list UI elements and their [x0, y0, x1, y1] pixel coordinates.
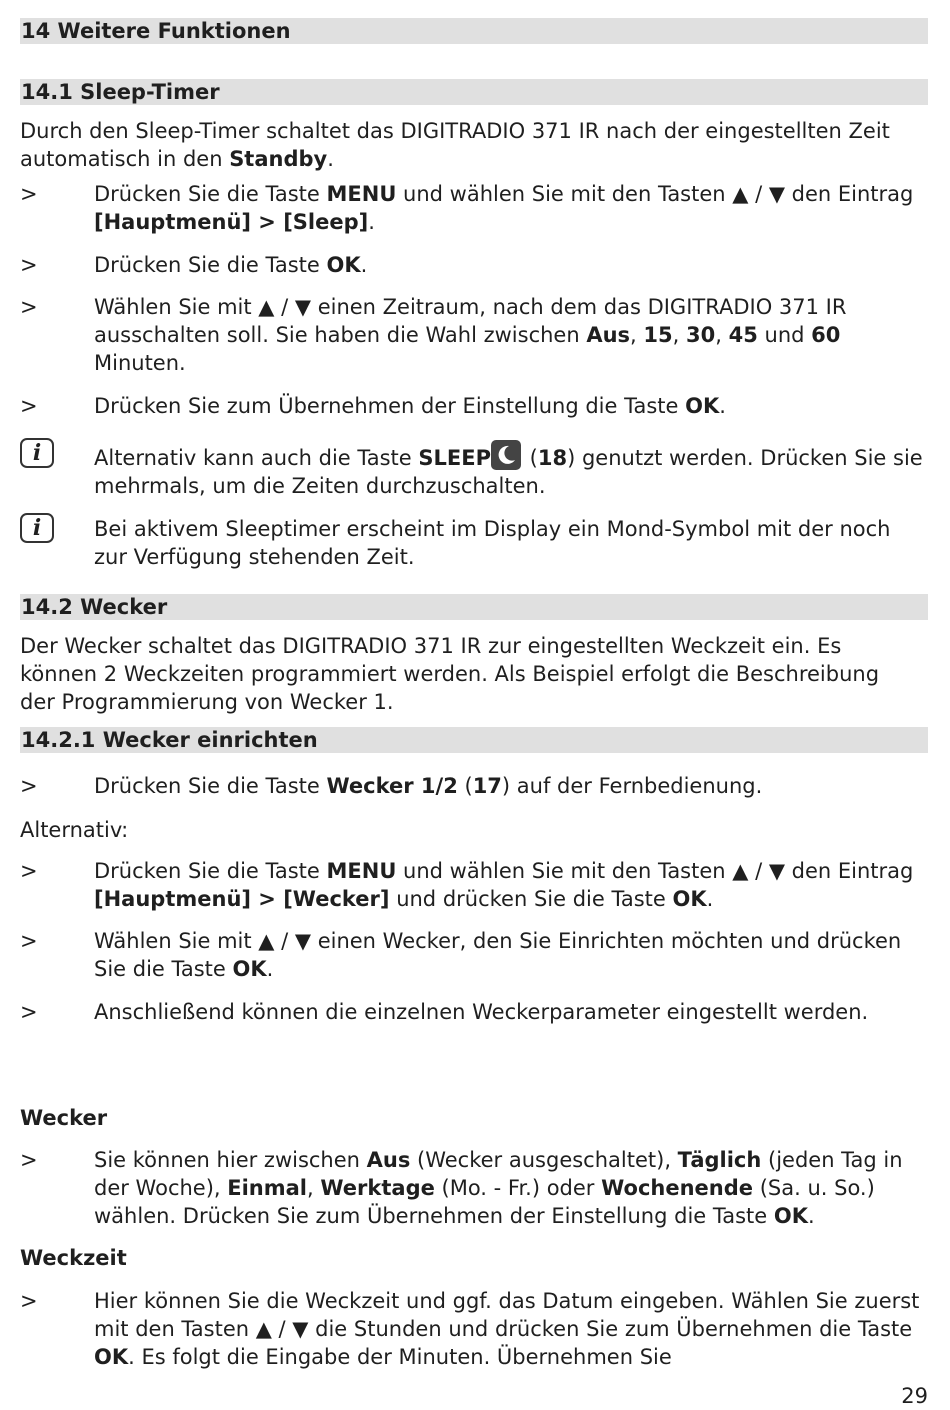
section-heading-wecker: 14.2 Wecker [20, 594, 928, 620]
subsection-heading-wecker-einrichten: 14.2.1 Wecker einrichten [20, 727, 928, 753]
alternative-label: Alternativ: [20, 818, 129, 842]
bullet-marker: > [20, 929, 38, 953]
section-heading-sleep-timer: 14.1 Sleep-Timer [20, 79, 928, 105]
wecker-subheading: Wecker [20, 1106, 108, 1130]
wecker-intro: Der Wecker schaltet das DIGITRADIO 371 IR zur eingestellten Weckzeit ein. Es können 2 Weckzeiten programmiert werden. Als Beispiel erfolgt die Beschreibung der Programmierung von Wecker 1. [20, 634, 880, 714]
weckzeit-subheading: Weckzeit [20, 1246, 127, 1270]
moon-key-icon [491, 440, 521, 470]
bullet-marker: > [20, 295, 38, 319]
info-icon: i [20, 438, 54, 468]
bullet-marker: > [20, 1000, 38, 1024]
bullet-marker: > [20, 394, 38, 418]
sleep-intro: Durch den Sleep-Timer schaltet das DIGITRADIO 371 IR nach der eingestellten Zeit automatisch in den Standby. [20, 119, 890, 171]
bullet-marker: > [20, 774, 38, 798]
bullet-marker: > [20, 859, 38, 883]
bullet-marker: > [20, 253, 38, 277]
bullet-marker: > [20, 1148, 38, 1172]
chapter-heading: 14 Weitere Funktionen [20, 18, 928, 44]
bullet-marker: > [20, 1289, 38, 1313]
page-number: 29 [901, 1384, 928, 1408]
info-icon: i [20, 513, 54, 543]
bullet-marker: > [20, 182, 38, 206]
